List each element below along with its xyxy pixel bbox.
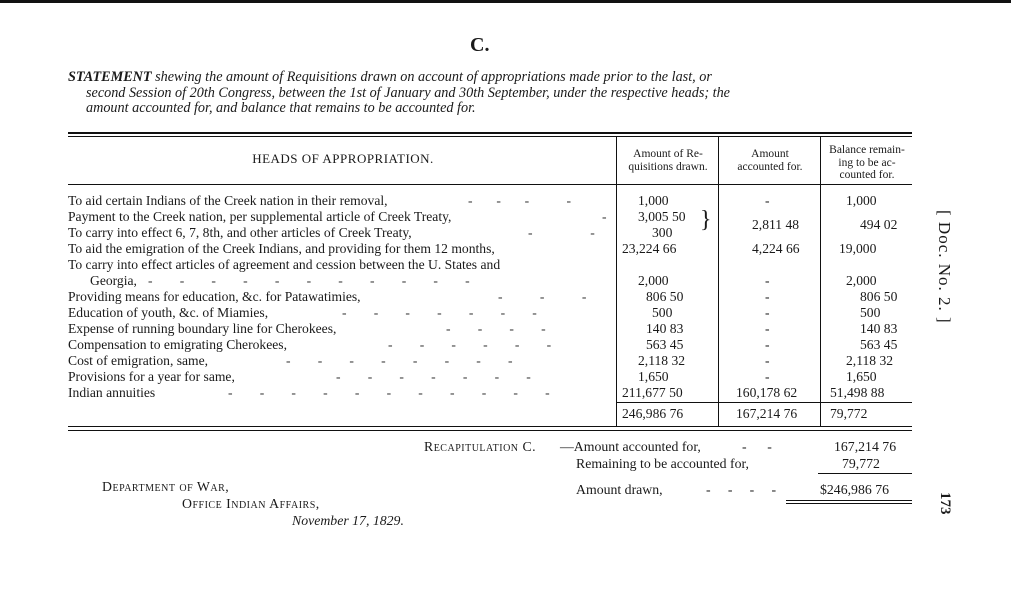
cell-drawn: 300 xyxy=(652,225,673,240)
page-title: C. xyxy=(470,34,490,56)
leader-dashes: - - xyxy=(528,225,595,240)
signature-date: November 17, 1829. xyxy=(292,513,404,528)
cell-accounted: - xyxy=(765,321,770,336)
cell-accounted: 160,178 62 xyxy=(736,385,798,400)
cell-balance: 19,000 xyxy=(839,241,877,256)
row-label: To carry into effect articles of agreement and cession between the U. States and xyxy=(68,257,501,272)
table-bottom-rule xyxy=(68,426,912,427)
header-accounted-line-2: accounted for. xyxy=(737,160,803,173)
statement-line-2: second Session of 20th Congress, between the 1st of January and 30th September, under the respective heads; the xyxy=(86,84,730,101)
cell-drawn: 1,650 xyxy=(638,369,669,384)
leader-dashes: - - - - - - - xyxy=(336,369,531,384)
leader-dashes: - xyxy=(602,209,607,224)
cell-accounted: - xyxy=(765,337,770,352)
table-bottom-rule-2 xyxy=(68,430,912,431)
row-label: Indian annuities xyxy=(68,385,156,400)
recap-line-2-value: 79,772 xyxy=(842,456,880,471)
cell-accounted: - xyxy=(765,369,770,384)
cell-drawn: 140 83 xyxy=(646,321,684,336)
cell-balance: 563 45 xyxy=(860,337,898,352)
signature-office: Office Indian Affairs, xyxy=(182,496,320,511)
cell-drawn: 23,224 66 xyxy=(622,241,677,256)
header-balance xyxy=(822,144,912,182)
recap-line-1-text: —Amount accounted for, xyxy=(560,439,701,454)
recap-leader-dashes: - - - - xyxy=(706,482,777,497)
row-label: Providing means for education, &c. for Patawatimies, xyxy=(68,289,361,304)
total-balance: 79,772 xyxy=(830,406,868,421)
statement-heading xyxy=(68,70,948,117)
row-label: To aid certain Indians of the Creek nation in their removal, xyxy=(68,193,388,208)
header-accounted-line-1: Amount xyxy=(751,148,789,160)
page-number: 173 xyxy=(937,492,953,515)
row-label: To aid the emigration of the Creek Indians, and providing for them 12 months, xyxy=(68,241,495,256)
cell-accounted: 2,811 48 xyxy=(752,217,800,232)
leader-dashes: - - - - xyxy=(446,321,546,336)
header-amount-accounted xyxy=(720,148,820,173)
cell-accounted: 4,224 66 xyxy=(752,241,800,256)
top-edge-rule xyxy=(0,0,1011,3)
cell-drawn: 1,000 xyxy=(638,193,669,208)
recap-line-2-text: Remaining to be accounted for, xyxy=(576,456,749,471)
cell-accounted: - xyxy=(765,289,770,304)
row-label: Education of youth, &c. of Miamies, xyxy=(68,305,269,320)
side-document-label: [ Doc. No. 2. ] xyxy=(935,210,954,324)
header-drawn-line-2: quisitions drawn. xyxy=(628,160,708,173)
leader-dashes: - - - - - - - - xyxy=(286,353,513,368)
totals-rule xyxy=(616,402,912,403)
brace-symbol: } xyxy=(700,207,712,233)
signature-department: Department of War, xyxy=(102,479,230,494)
cell-balance: 1,650 xyxy=(846,369,877,384)
table-top-rule xyxy=(68,132,912,134)
statement-line-1: shewing the amount of Requisitions drawn on account of appropriations made prior to the last, or xyxy=(155,69,712,85)
cell-balance: 2,000 xyxy=(846,273,877,288)
leader-dashes: - - - - - - - xyxy=(342,305,537,320)
recap-leader-dashes: - - xyxy=(742,439,772,454)
statement-line-3: amount accounted for, and balance that remains to be accounted for. xyxy=(86,100,476,116)
leader-dashes: - - - - - - xyxy=(388,337,552,352)
leader-dashes: - - - xyxy=(498,289,587,304)
cell-balance: 1,000 xyxy=(846,193,877,208)
cell-accounted: - xyxy=(765,273,770,288)
leader-dashes: - - - - xyxy=(468,193,572,208)
recap-line-3-value: $246,986 76 xyxy=(820,482,889,497)
row-label: Georgia, xyxy=(90,273,137,288)
column-divider xyxy=(616,136,617,426)
row-label: Provisions for a year for same, xyxy=(68,369,235,384)
table-top-rule-thin xyxy=(68,136,912,137)
header-balance-line-3: counted for. xyxy=(839,169,895,181)
cell-balance: 140 83 xyxy=(860,321,898,336)
cell-accounted: - xyxy=(765,353,770,368)
cell-drawn: 563 45 xyxy=(646,337,684,352)
recap-line-3-text: Amount drawn, xyxy=(576,482,663,497)
recap-double-rule xyxy=(786,500,912,501)
cell-balance: 51,498 88 xyxy=(830,385,885,400)
leader-dashes: - - - - - - - - - - - xyxy=(148,273,470,288)
row-label: To carry into effect 6, 7, 8th, and other articles of Creek Treaty, xyxy=(68,225,412,240)
cell-balance: 2,118 32 xyxy=(846,353,894,368)
cell-accounted: - xyxy=(765,305,770,320)
column-divider xyxy=(718,136,719,426)
row-label: Payment to the Creek nation, per supplemental article of Creek Treaty, xyxy=(68,209,452,224)
recap-sum-rule xyxy=(818,473,912,474)
column-divider xyxy=(820,136,821,426)
cell-balance: 494 02 xyxy=(860,217,898,232)
header-amount-drawn xyxy=(618,148,718,173)
cell-drawn: 2,118 32 xyxy=(638,353,686,368)
statement-lead: STATEMENT xyxy=(68,69,152,85)
header-drawn-line-1: Amount of Re- xyxy=(633,148,703,160)
recap-line-1-value: 167,214 76 xyxy=(834,439,897,454)
cell-balance: 500 xyxy=(860,305,881,320)
row-label: Expense of running boundary line for Cherokees, xyxy=(68,321,337,336)
cell-drawn: 500 xyxy=(652,305,673,320)
header-balance-line-2: ing to be ac- xyxy=(838,156,896,169)
total-drawn: 246,986 76 xyxy=(622,406,684,421)
header-heads-of-appropriation: HEADS OF APPROPRIATION. xyxy=(252,151,434,166)
cell-accounted: - xyxy=(765,193,770,208)
recapitulation-label: Recapitulation C. xyxy=(424,439,537,454)
row-label: Compensation to emigrating Cherokees, xyxy=(68,337,287,352)
cell-drawn: 3,005 50 xyxy=(638,209,686,224)
row-label: Cost of emigration, same, xyxy=(68,353,209,368)
total-accounted: 167,214 76 xyxy=(736,406,798,421)
header-balance-line-1: Balance remain- xyxy=(829,144,905,156)
cell-balance: 806 50 xyxy=(860,289,898,304)
cell-drawn: 211,677 50 xyxy=(622,385,683,400)
leader-dashes: - - - - - - - - - - - xyxy=(228,385,550,400)
cell-drawn: 2,000 xyxy=(638,273,669,288)
recap-double-rule xyxy=(786,503,912,504)
header-bottom-rule xyxy=(68,184,912,185)
cell-drawn: 806 50 xyxy=(646,289,684,304)
